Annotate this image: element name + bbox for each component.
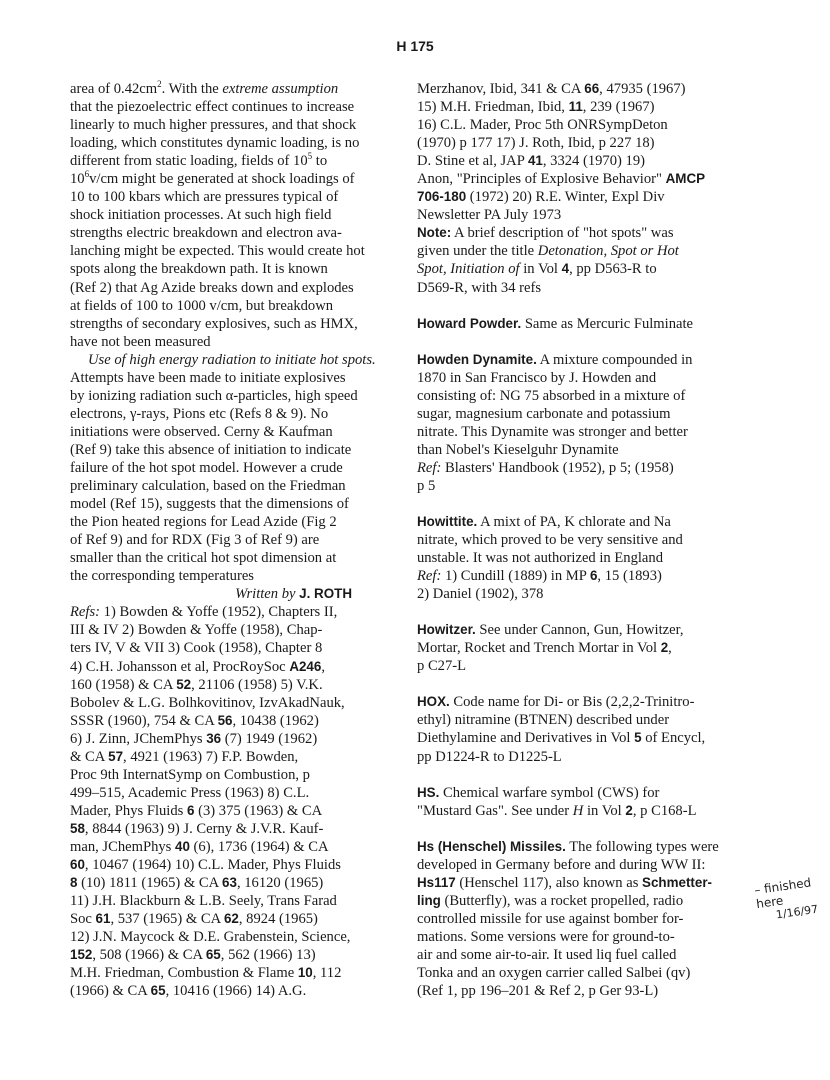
entry-headword: Howden Dynamite. [417,351,537,367]
entry-hs-missiles: Hs (Henschel) Missiles. The following types were developed in Germany before and during WW II: Hs117 (Henschel 117), also known as Schmetter- ling (Butterfly), was a rocket propelled, radio controlled missile for use against bomber for- mations. Some versions were for ground-to- air and some air-to-air. It used liq fuel called Tonka and an oxygen carrier called Salbei (qv) (Ref 1, pp 196–201 & Ref 2, p Ger 93-L) [417,838,719,1000]
page-header: H 175 [396,38,434,54]
entry-subheadword: Hs117 [417,874,456,890]
radiation-paragraph: Use of high energy radiation to initiate hot spots. Attempts have been made to initiate explosives by ionizing radiation such α-particles, high speed electrons, γ-rays, Pions etc (Refs 8 & 9). No initiations were observed. Cerny & Kaufman (Ref 9) take this absence of initiation to indicate failure of the hot spot model. However a crude preliminary calculation, based on the Friedman model (Ref 15), suggests that the dimensions of the Pion heated regions for Lead Azide (Fig 2 of Ref 9) and for RDX (Fig 3 of Ref 9) are smaller than the critical hot spot dimension at the corresponding temperatures [70,351,376,585]
entry-howittite: Howittite. A mixt of PA, K chlorate and Na nitrate, which proved to be very sensitive and unstable. It was not authorized in England Ref: 1) Cundill (1889) in MP 6, 15 (1893) 2) Daniel (1902), 378 [417,513,683,603]
handwritten-finished-note: – finished here [753,875,813,912]
piezoelectric-paragraph: area of $0.42cm^2$. With the extreme assumption that the piezoelectric effect continues to increase linearly to much higher pressures, and that shock loading, which constitutes dynamic loading, is no different from static loading, fields of $10^5$ to $10^6v/cm$ might be generated at shock loadings of 10 to 100 kbars which are pressures typical of shock initiation processes. At such high field strengths electric breakdown and electron ava- lanching might be expected. This would create hot spots along the breakdown path. It is known (Ref 2) that Ag Azide breaks down and explodes at fields of 100 to 1000 v/cm, but breakdown strengths of secondary explosives, such as HMX, have not been measured [70,79,365,350]
entry-howden-dynamite: Howden Dynamite. A mixture compounded in 1870 in San Francisco by J. Howden and consisting of: NG 75 absorbed in a mixture of sugar, magnesium carbonate and potassium nitrate. This Dynamite was stronger and better than Nobel's Kieselguhr Dynamite Ref: Blasters' Handbook (1952), p 5; (1958) p 5 [417,351,693,494]
entry-headword: Howittite. [417,513,478,529]
hot-spots-note: Note: A brief description of "hot spots" was given under the title Detonation, Spot or Hot Spot, Initiation of in Vol 4, pp D563-R to D569-R, with 34 refs [417,225,679,296]
handwritten-date: 1/16/97 [775,902,819,922]
entry-headword: HOX. [417,694,450,710]
references-list: Refs: 1) Bowden & Yoffe (1952), Chapters II, III & IV 2) Bowden & Yoffe (1958), Chap- ters IV, V & VII 3) Cook (1958), Chapter 8 4) C.H. Johansson et al, ProcRoySoc A246, 160 (1958) & CA 52, 21106 (1958) 5) V.K. Bobolev & L.G. Bolhkovitinov, IzvAkadNauk, SSSR (1960), 754 & CA 56, 10438 (1962) 6) J. Zinn, JChemPhys 36 (7) 1949 (1962) & CA 57, 4921 (1963) 7) F.P. Bowden, Proc 9th InternatSymp on Combustion, p 499–515, Academic Press (1963) 8) C.L. Mader, Phys Fluids 6 (3) 375 (1963) & CA 58, 8844 (1963) 9) J. Cerny & J.V.R. Kauf- man, JChemPhys 40 (6), 1736 (1964) & CA 60, 10467 (1964) 10) C.L. Mader, Phys Fluids 8 (10) 1811 (1965) & CA 63, 16120 (1965) 11) J.H. Blackburn & L.B. Seely, Trans Farad Soc 61, 537 (1965) & CA 62, 8924 (1965) 12) J.N. Maycock & D.E. Grabenstein, Science, 152, 508 (1966) & CA 65, 562 (1966) 13) M.H. Friedman, Combustion & Flame 10, 112 (1966) & CA 65, 10416 (1966) 14) A.G. [70,604,351,1000]
entry-headword: Howitzer. [417,622,476,638]
entry-headword: HS. [417,784,440,800]
handwritten-annotation [753,873,830,925]
references-continued: Merzhanov, Ibid, 341 & CA 66, 47935 (1967) 15) M.H. Friedman, Ibid, 11, 239 (1967) 16) C.L. Mader, Proc 5th ONRSympDeton (1970) p 177 17) J. Roth, Ibid, p 227 18) D. Stine et al, JAP 41, 3324 (1970) 19) Anon, "Principles of Explosive Behavior" AMCP 706-180 (1972) 20) R.E. Winter, Expl Div Newsletter PA July 1973 [417,81,706,224]
entry-hox: HOX. Code name for Di- or Bis (2,2,2-Trinitro- ethyl) nitramine (BTNEN) described under Diethylamine and Derivatives in Vol 5 of Encycl, pp D1224-R to D1225-L [417,694,706,765]
author-byline: Written by J. ROTH [235,586,352,603]
entry-hs: HS. Chemical warfare symbol (CWS) for "Mustard Gas". See under H in Vol 2, p C168-L [417,784,697,819]
entry-headword: Howard Powder. [417,315,522,331]
entry-headword: Hs (Henschel) Missiles. [417,838,566,854]
left-column [70,80,400,1000]
entry-howitzer: Howitzer. See under Cannon, Gun, Howitzer, Mortar, Rocket and Trench Mortar in Vol 2, p C27-L [417,622,684,675]
entry-howard-powder: Howard Powder. Same as Mercuric Fulminate [417,315,694,332]
right-column [417,80,747,1000]
